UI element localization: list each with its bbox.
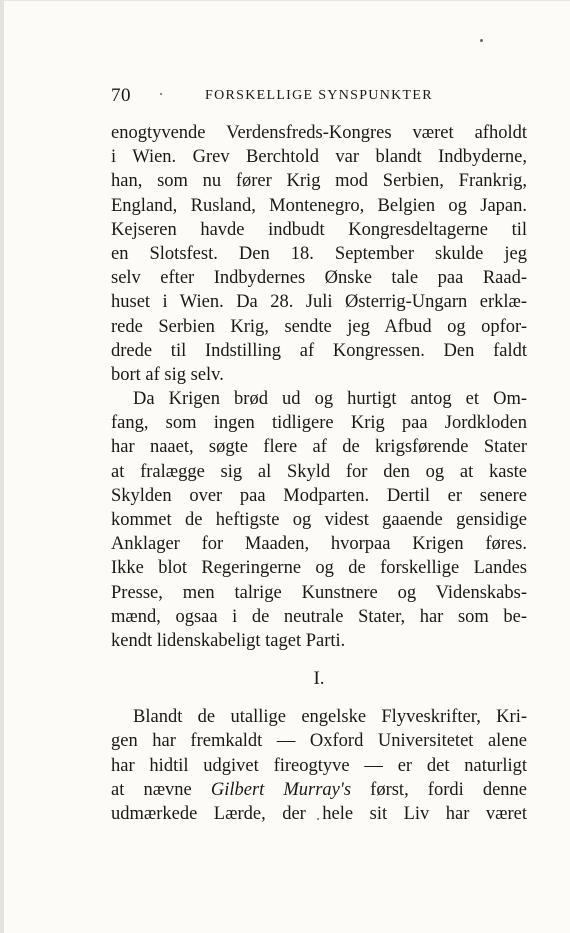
italic-author-name: Gilbert Murray's bbox=[210, 779, 352, 800]
body-text bbox=[111, 121, 527, 826]
running-head: FORSKELLIGE SYNSPUNKTER bbox=[205, 88, 433, 103]
text-fragment: at nævne bbox=[111, 779, 211, 800]
text-line: kommet de heftigste og videst gaaende gensidige bbox=[111, 510, 527, 530]
text-line: i Wien. Grev Berchtold var blandt Indbyderne, bbox=[111, 147, 527, 168]
page-header bbox=[111, 85, 529, 111]
ink-speck bbox=[480, 39, 483, 42]
text-line: Skylden over paa Modparten. Dertil er senere bbox=[111, 485, 527, 506]
text-line: fang, som ingen tidligere Krig paa Jordkloden bbox=[111, 413, 527, 434]
text-line: at fralægge sig al Skyld for den og at kaste bbox=[111, 461, 527, 482]
text-line: Ikke blot Regeringerne og de forskellige Landes bbox=[111, 558, 527, 579]
text-fragment: først, fordi denne bbox=[351, 779, 527, 800]
text-line: kendt lidenskabeligt taget Parti. bbox=[111, 630, 346, 651]
text-line: bort af sig selv. bbox=[111, 364, 224, 385]
text-line: rede Serbien Krig, sendte jeg Afbud og opfor- bbox=[111, 316, 527, 337]
text-line: mænd, ogsaa i de neutrale Stater, har som be- bbox=[111, 606, 527, 627]
text-line bbox=[111, 778, 527, 802]
text-line: huset i Wien. Da 28. Juli Østerrig-Ungarn erklæ- bbox=[111, 292, 527, 313]
paragraph bbox=[111, 121, 527, 387]
text-line: han, som nu fører Krig mod Serbien, Frankrig, bbox=[111, 171, 527, 192]
text-line: har naaet, søgte flere af de krigsførende Stater bbox=[111, 437, 527, 458]
text-line: Kejseren havde indbudt Kongresdeltagerne til bbox=[111, 219, 527, 240]
text-line: selv efter Indbydernes Ønske tale paa Raad- bbox=[111, 268, 527, 289]
paragraph bbox=[111, 705, 527, 826]
text-line: udmærkede Lærde, der hele sit Liv har været bbox=[111, 803, 527, 824]
text-line: Presse, men talrige Kunstnere og Videnskabs- bbox=[111, 582, 527, 603]
text-line: Anklager for Maaden, hvorpaa Krigen føres. bbox=[111, 534, 527, 555]
text-line: Blandt de utallige engelske Flyveskrifter, Kri- bbox=[133, 707, 527, 728]
section-heading: I. bbox=[313, 668, 325, 690]
text-line: gen har fremkaldt — Oxford Universitetet alene bbox=[111, 731, 527, 752]
text-line: enogtyvende Verdensfreds-Kongres været afholdt bbox=[111, 123, 527, 143]
text-line: drede til Indstilling af Kongressen. Den faldt bbox=[111, 340, 527, 361]
text-line: en Slotsfest. Den 18. September skulde jeg bbox=[111, 243, 527, 264]
text-line: har hidtil udgivet fireogtyve — er det naturligt bbox=[111, 755, 527, 776]
text-line: Da Krigen brød ud og hurtigt antog et Om- bbox=[133, 389, 527, 410]
page-number: 70 bbox=[111, 85, 131, 106]
text-line: England, Rusland, Montenegro, Belgien og Japan. bbox=[111, 195, 527, 216]
paragraph bbox=[111, 387, 527, 653]
